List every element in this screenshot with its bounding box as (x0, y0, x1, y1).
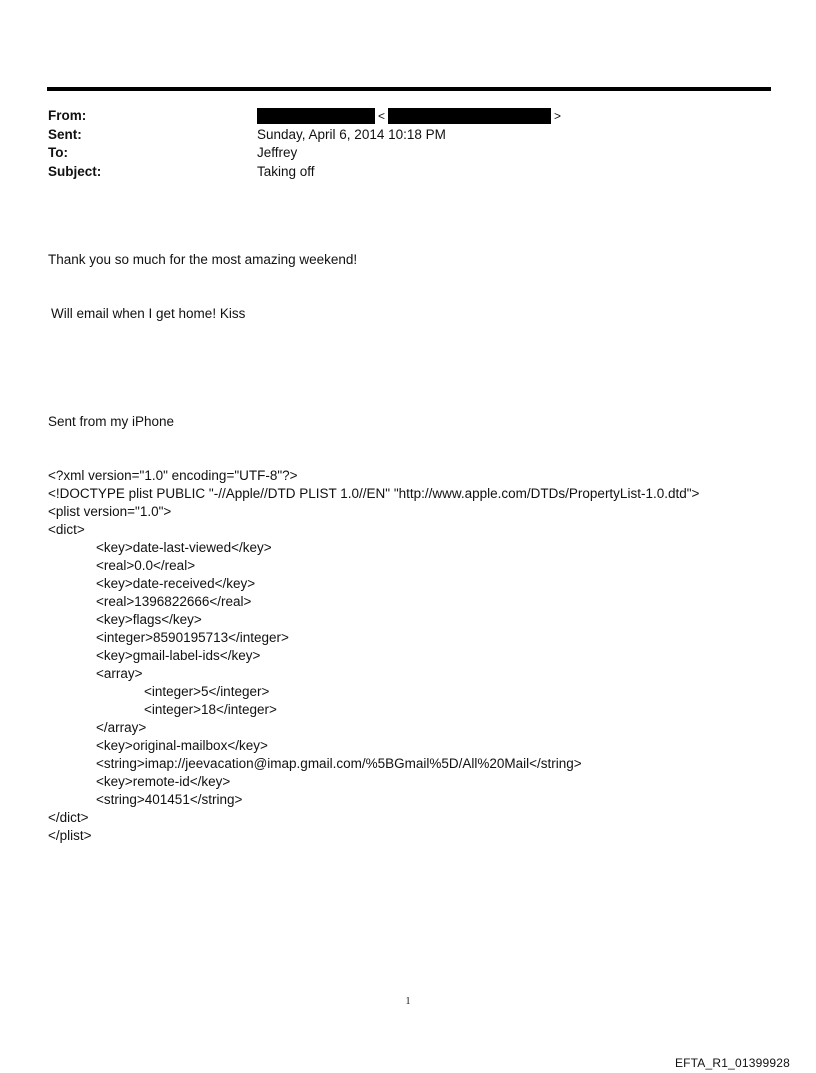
to-value: Jeffrey (257, 145, 298, 160)
message-line: Thank you so much for the most amazing weekend! (48, 252, 358, 267)
plist-line: <array> (96, 666, 143, 681)
email-header (48, 107, 564, 181)
from-open-bracket: < (378, 109, 386, 123)
sent-row (48, 126, 564, 145)
plist-line: <plist version="1.0"> (48, 504, 172, 519)
plist-line: <?xml version="1.0" encoding="UTF-8"?> (48, 468, 298, 483)
plist-line: <integer>5</integer> (144, 684, 270, 699)
plist-line: </plist> (48, 828, 92, 843)
plist-line: <real>0.0</real> (96, 558, 196, 573)
header-divider (47, 87, 771, 91)
plist-line: <integer>18</integer> (144, 702, 277, 717)
message-line: Will email when I get home! Kiss (51, 306, 246, 321)
plist-line: <key>date-received</key> (96, 576, 256, 591)
to-row (48, 144, 564, 163)
sent-label: Sent: (48, 126, 82, 142)
from-close-bracket: > (554, 109, 562, 123)
plist-line: </array> (96, 720, 147, 735)
plist-line: <dict> (48, 522, 85, 537)
plist-line: <key>remote-id</key> (96, 774, 231, 789)
spacer (48, 359, 699, 377)
from-row (48, 107, 564, 126)
plist-line: <key>original-mailbox</key> (96, 738, 268, 753)
plist-line: <key>gmail-label-ids</key> (96, 648, 261, 663)
page-number: 1 (405, 996, 411, 1007)
signature: Sent from my iPhone (48, 414, 175, 429)
plist-line: <string>imap://jeevacation@imap.gmail.com/%5BGmail%5D/All%20Mail</string> (96, 756, 582, 771)
subject-row (48, 163, 564, 182)
bates-number: EFTA_R1_01399928 (674, 1056, 790, 1070)
plist-block (48, 467, 699, 845)
subject-value: Taking off (257, 163, 315, 179)
email-body (48, 215, 699, 863)
plist-line: <string>401451</string> (96, 792, 243, 807)
redaction-box (388, 108, 551, 124)
sent-value: Sunday, April 6, 2014 10:18 PM (257, 126, 446, 142)
to-label: To: (48, 145, 68, 160)
from-label: From: (48, 108, 87, 123)
plist-line: <key>flags</key> (96, 612, 202, 627)
from-value (257, 107, 564, 126)
plist-line: <integer>8590195713</integer> (96, 630, 289, 645)
redaction-box (257, 108, 375, 124)
plist-line: <real>1396822666</real> (96, 594, 252, 609)
plist-line: <!DOCTYPE plist PUBLIC "-//Apple//DTD PLIST 1.0//EN" "http://www.apple.com/DTDs/PropertyList-1.0.dtd"> (48, 486, 700, 501)
subject-label: Subject: (48, 163, 102, 179)
plist-line: </dict> (48, 810, 89, 825)
plist-line: <key>date-last-viewed</key> (96, 540, 272, 555)
